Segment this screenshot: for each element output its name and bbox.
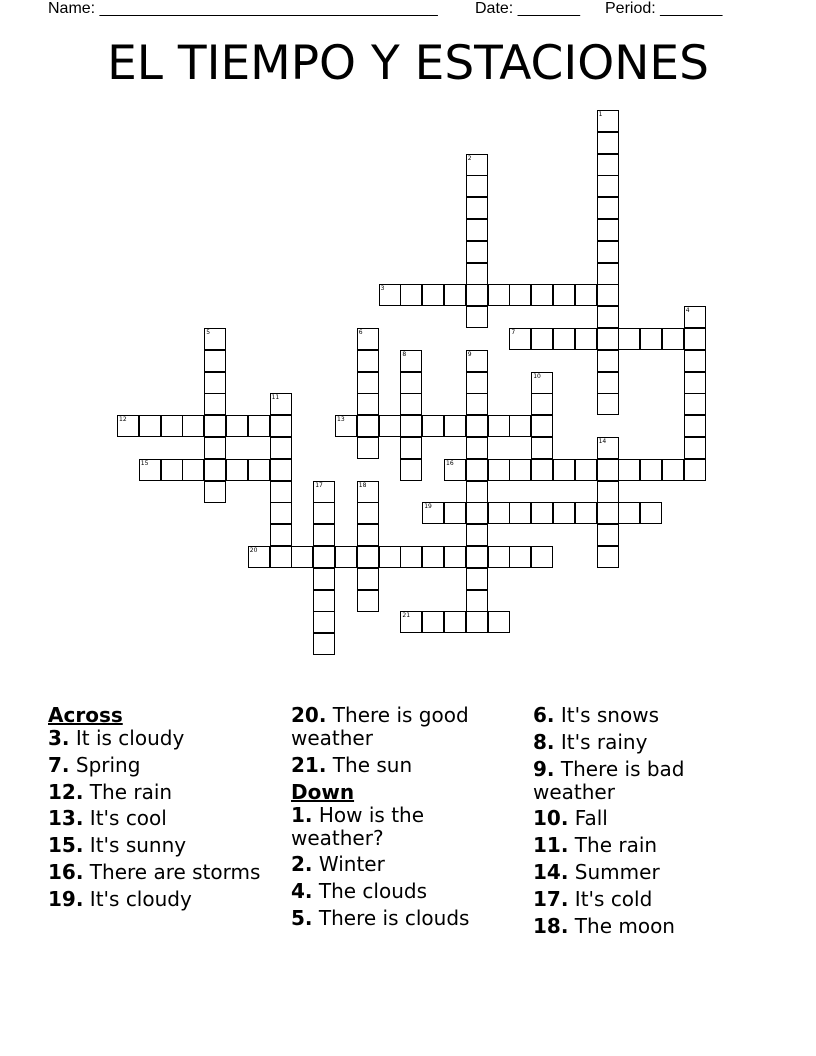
grid-cell[interactable]	[466, 372, 488, 394]
grid-cell[interactable]	[684, 328, 706, 350]
grid-cell[interactable]	[618, 328, 640, 350]
grid-cell[interactable]	[684, 306, 706, 328]
grid-cell[interactable]	[597, 241, 619, 263]
grid-cell[interactable]	[161, 459, 183, 481]
grid-cell[interactable]	[444, 459, 466, 481]
grid-cell[interactable]	[488, 546, 510, 568]
grid-cell[interactable]	[117, 415, 139, 437]
clue-item: 8. It's rainy	[533, 729, 648, 754]
grid-cell[interactable]	[466, 197, 488, 219]
grid-cell[interactable]	[597, 328, 619, 350]
grid-cell[interactable]	[248, 546, 270, 568]
grid-cell[interactable]	[248, 415, 270, 437]
grid-cell[interactable]	[531, 459, 553, 481]
grid-cell[interactable]	[466, 306, 488, 328]
grid-cell[interactable]	[466, 219, 488, 241]
clue-column-1	[48, 701, 278, 915]
clue-column-2	[291, 701, 491, 934]
grid-cell[interactable]	[662, 459, 684, 481]
clue-item: 18. The moon	[533, 913, 675, 938]
grid-cell[interactable]	[379, 415, 401, 437]
grid-cell[interactable]	[204, 415, 226, 437]
grid-cell[interactable]	[357, 546, 379, 568]
grid-cell[interactable]	[531, 415, 553, 437]
grid-cell[interactable]	[270, 481, 292, 503]
grid-cell[interactable]	[270, 437, 292, 459]
grid-cell[interactable]	[488, 459, 510, 481]
grid-cell[interactable]	[684, 437, 706, 459]
grid-cell[interactable]	[400, 459, 422, 481]
grid-cell[interactable]	[597, 154, 619, 176]
grid-cell[interactable]	[357, 393, 379, 415]
grid-cell[interactable]	[466, 568, 488, 590]
grid-cell[interactable]	[684, 350, 706, 372]
grid-cell[interactable]	[357, 437, 379, 459]
grid-cell[interactable]	[444, 502, 466, 524]
grid-cell[interactable]	[531, 328, 553, 350]
clue-item: 20. There is good weather	[291, 703, 469, 750]
clue-number: 13	[337, 416, 345, 424]
grid-cell[interactable]	[422, 415, 444, 437]
grid-cell[interactable]	[466, 546, 488, 568]
grid-cell[interactable]	[444, 415, 466, 437]
grid-cell[interactable]	[531, 437, 553, 459]
grid-cell[interactable]	[357, 415, 379, 437]
clue-number: 17	[315, 481, 323, 489]
grid-cell[interactable]	[357, 350, 379, 372]
grid-cell[interactable]	[466, 611, 488, 633]
grid-cell[interactable]	[509, 415, 531, 437]
grid-cell[interactable]	[357, 524, 379, 546]
grid-cell[interactable]	[226, 459, 248, 481]
grid-cell[interactable]	[509, 284, 531, 306]
grid-cell[interactable]	[531, 546, 553, 568]
clue-column-3	[533, 701, 753, 941]
grid-cell[interactable]	[575, 459, 597, 481]
grid-cell[interactable]	[335, 415, 357, 437]
grid-cell[interactable]	[204, 393, 226, 415]
grid-cell[interactable]	[488, 611, 510, 633]
clue-item: 17. It's cold	[533, 886, 653, 911]
grid-cell[interactable]	[379, 546, 401, 568]
grid-cell[interactable]	[509, 328, 531, 350]
grid-cell[interactable]	[204, 459, 226, 481]
page-title: EL TIEMPO Y ESTACIONES	[107, 36, 709, 91]
clue-number: 9	[467, 350, 472, 358]
grid-cell[interactable]	[597, 524, 619, 546]
grid-cell[interactable]	[204, 372, 226, 394]
clue-item: 1. How is the weather?	[291, 802, 425, 850]
grid-cell[interactable]	[357, 590, 379, 612]
grid-cell[interactable]	[139, 415, 161, 437]
clue-number: 11	[271, 394, 280, 402]
grid-cell[interactable]	[684, 459, 706, 481]
clue-item: 9. There is bad weather	[533, 756, 685, 804]
grid-cell[interactable]	[531, 284, 553, 306]
grid-cell[interactable]	[422, 284, 444, 306]
grid-cell[interactable]	[488, 284, 510, 306]
grid-cell[interactable]	[400, 611, 422, 633]
grid-cell[interactable]	[575, 328, 597, 350]
clue-item: 10. Fall	[533, 806, 608, 831]
clue-item: 13. It's cool	[48, 806, 167, 831]
clue-item: 19. It's cloudy	[48, 886, 192, 911]
grid-cell[interactable]	[466, 502, 488, 524]
clue-number: 5	[206, 329, 211, 336]
clue-item: 4. The clouds	[291, 879, 428, 904]
grid-cell[interactable]	[466, 241, 488, 263]
grid-cell[interactable]	[466, 284, 488, 306]
grid-cell[interactable]	[466, 263, 488, 285]
grid-cell[interactable]	[466, 459, 488, 481]
grid-cell[interactable]	[313, 633, 335, 655]
grid-cell[interactable]	[139, 459, 161, 481]
clue-number: 7	[511, 329, 516, 336]
grid-cell[interactable]	[313, 590, 335, 612]
clue-item: 21. The sun	[291, 752, 413, 777]
grid-cell[interactable]	[575, 502, 597, 524]
grid-cell[interactable]	[640, 459, 662, 481]
clue-item: 16. There are storms	[48, 859, 261, 884]
grid-cell[interactable]	[597, 132, 619, 154]
grid-cell[interactable]	[357, 481, 379, 503]
grid-cell[interactable]	[400, 350, 422, 372]
clue-number: 8	[402, 350, 407, 358]
grid-cell[interactable]	[270, 524, 292, 546]
grid-cell[interactable]	[400, 284, 422, 306]
clue-number: 10	[533, 372, 541, 380]
grid-cell[interactable]	[597, 459, 619, 481]
grid-cell[interactable]	[597, 502, 619, 524]
grid-cell[interactable]	[488, 502, 510, 524]
grid-cell[interactable]	[684, 372, 706, 394]
grid-cell[interactable]	[684, 393, 706, 415]
clue-number: 6	[358, 329, 363, 336]
clue-number: 21	[402, 612, 411, 620]
grid-cell[interactable]	[313, 568, 335, 590]
grid-cell[interactable]	[444, 284, 466, 306]
clue-list	[48, 701, 788, 961]
grid-cell[interactable]	[597, 437, 619, 459]
date-field-label[interactable]: Date: _______	[475, 0, 580, 17]
clue-number: 18	[358, 481, 367, 489]
grid-cell[interactable]	[270, 502, 292, 524]
grid-cell[interactable]	[618, 502, 640, 524]
clue-number: 16	[446, 459, 454, 467]
down-heading: Down	[291, 779, 355, 804]
grid-cell[interactable]	[531, 393, 553, 415]
grid-cell[interactable]	[509, 502, 531, 524]
grid-cell[interactable]	[422, 502, 444, 524]
grid-cell[interactable]	[466, 590, 488, 612]
grid-cell[interactable]	[575, 284, 597, 306]
grid-cell[interactable]	[509, 546, 531, 568]
clue-item: 2. Winter	[291, 852, 385, 877]
grid-cell[interactable]	[684, 415, 706, 437]
grid-cell[interactable]	[531, 372, 553, 394]
grid-cell[interactable]	[270, 415, 292, 437]
grid-cell[interactable]	[204, 481, 226, 503]
grid-cell[interactable]	[226, 415, 248, 437]
grid-cell[interactable]	[270, 393, 292, 415]
grid-cell[interactable]	[270, 459, 292, 481]
clue-item: 15. It's sunny	[48, 833, 187, 858]
grid-cell[interactable]	[400, 393, 422, 415]
grid-cell[interactable]	[204, 437, 226, 459]
grid-cell[interactable]	[248, 459, 270, 481]
grid-cell[interactable]	[509, 459, 531, 481]
clue-number: 3	[380, 285, 385, 293]
grid-cell[interactable]	[597, 481, 619, 503]
clue-number: 12	[119, 416, 127, 424]
grid-cell[interactable]	[466, 393, 488, 415]
grid-cell[interactable]	[313, 481, 335, 503]
grid-cell[interactable]	[313, 546, 335, 568]
grid-cell[interactable]	[662, 328, 684, 350]
grid-cell[interactable]	[357, 372, 379, 394]
grid-cell[interactable]	[618, 459, 640, 481]
grid-cell[interactable]	[597, 284, 619, 306]
grid-cell[interactable]	[270, 546, 292, 568]
clue-item: 7. Spring	[48, 752, 141, 777]
grid-cell[interactable]	[444, 611, 466, 633]
grid-cell[interactable]	[597, 110, 619, 132]
clue-number: 19	[424, 503, 432, 511]
grid-cell[interactable]	[313, 502, 335, 524]
worksheet-header	[48, 0, 788, 20]
grid-cell[interactable]	[313, 524, 335, 546]
grid-cell[interactable]	[444, 546, 466, 568]
grid-cell[interactable]	[422, 546, 444, 568]
grid-cell[interactable]	[640, 502, 662, 524]
grid-cell[interactable]	[466, 481, 488, 503]
grid-cell[interactable]	[597, 263, 619, 285]
grid-cell[interactable]	[466, 350, 488, 372]
grid-cell[interactable]	[597, 546, 619, 568]
grid-cell[interactable]	[357, 502, 379, 524]
grid-cell[interactable]	[466, 415, 488, 437]
grid-cell[interactable]	[422, 611, 444, 633]
grid-cell[interactable]	[553, 328, 575, 350]
grid-cell[interactable]	[488, 415, 510, 437]
grid-cell[interactable]	[466, 524, 488, 546]
grid-cell[interactable]	[335, 546, 357, 568]
grid-cell[interactable]	[379, 284, 401, 306]
grid-cell[interactable]	[597, 393, 619, 415]
grid-cell[interactable]	[400, 437, 422, 459]
grid-cell[interactable]	[553, 459, 575, 481]
grid-cell[interactable]	[597, 175, 619, 197]
grid-cell[interactable]	[161, 415, 183, 437]
grid-cell[interactable]	[204, 328, 226, 350]
clue-number: 20	[249, 547, 258, 554]
clue-item: 11. The rain	[533, 833, 658, 858]
grid-cell[interactable]	[466, 154, 488, 176]
clue-item: 3. It is cloudy	[48, 726, 185, 750]
grid-cell[interactable]	[182, 415, 204, 437]
grid-cell[interactable]	[466, 437, 488, 459]
clue-number: 2	[467, 154, 472, 162]
grid-cell[interactable]	[357, 328, 379, 350]
clue-item: 5. There is clouds	[291, 905, 470, 930]
clue-number: 15	[140, 459, 149, 467]
grid-cell[interactable]	[400, 415, 422, 437]
clue-number: 1	[598, 111, 603, 118]
grid-cell[interactable]	[313, 611, 335, 633]
grid-cell[interactable]	[400, 546, 422, 568]
grid-cell[interactable]	[291, 546, 313, 568]
grid-cell[interactable]	[466, 175, 488, 197]
clue-item: 12. The rain	[48, 779, 173, 804]
grid-cell[interactable]	[182, 459, 204, 481]
grid-cell[interactable]	[531, 502, 553, 524]
clue-item: 6. It's snows	[533, 703, 659, 727]
across-heading: Across	[48, 703, 123, 727]
clue-number: 14	[598, 438, 607, 445]
grid-cell[interactable]	[357, 568, 379, 590]
clue-number: 4	[685, 307, 690, 315]
grid-cell[interactable]	[597, 372, 619, 394]
grid-cell[interactable]	[597, 350, 619, 372]
grid-cell[interactable]	[400, 372, 422, 394]
grid-cell[interactable]	[553, 502, 575, 524]
period-field-label[interactable]: Period: _______	[605, 0, 723, 17]
grid-cell[interactable]	[204, 350, 226, 372]
grid-cell[interactable]	[640, 328, 662, 350]
name-field-label[interactable]: Name: ______________________________________	[48, 0, 438, 17]
clue-item: 14. Summer	[533, 859, 660, 884]
grid-cell[interactable]	[553, 284, 575, 306]
grid-cell[interactable]	[597, 219, 619, 241]
grid-cell[interactable]	[597, 306, 619, 328]
grid-cell[interactable]	[597, 197, 619, 219]
